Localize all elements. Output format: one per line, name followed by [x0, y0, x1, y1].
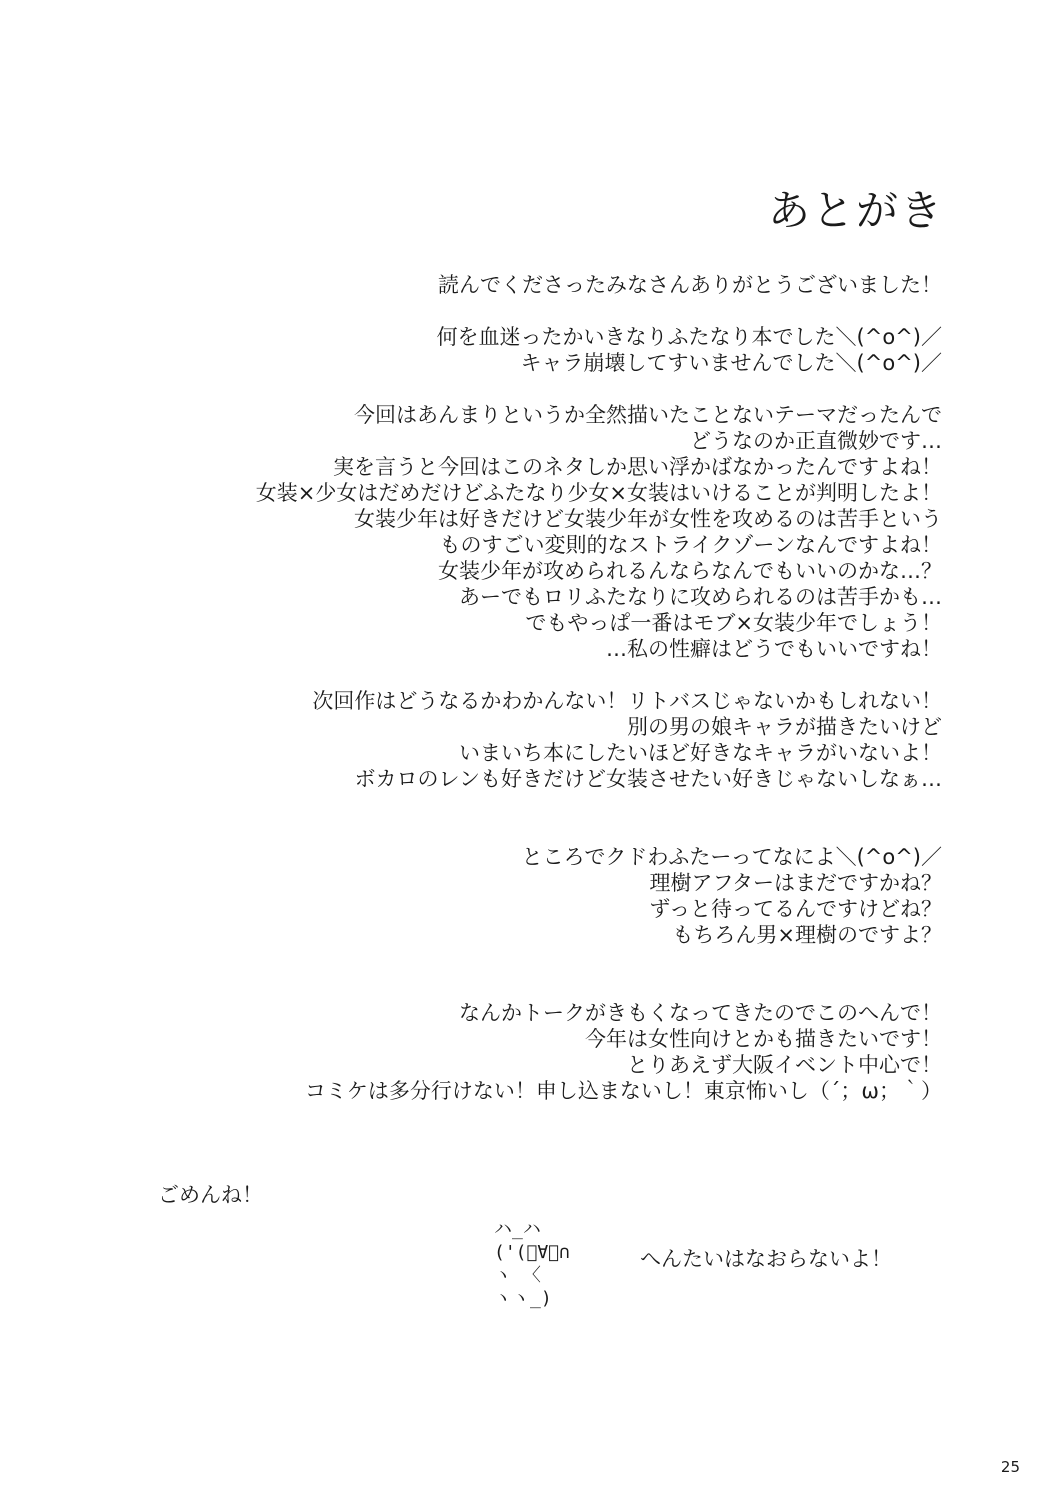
- ascii-art: [494, 1218, 570, 1310]
- text-line: 女装少年が攻められるんならなんでもいいのかな…？: [438, 559, 942, 583]
- text-line: 理樹アフターはまだですかね？: [649, 871, 942, 895]
- text-line: ものすごい変則的なストライクゾーンなんですよね！: [439, 533, 942, 557]
- text-line: とりあえず大阪イベント中心で！: [627, 1053, 942, 1077]
- sorry-text: ごめんね！: [158, 1183, 263, 1207]
- ascii-art-line: ('(ﾟ∀ﾟ∩: [494, 1242, 570, 1263]
- text-line: 読んでくださったみなさんありがとうございました！: [438, 273, 942, 297]
- text-line: でもやっぱ一番はモブ×女装少年でしょう！: [525, 611, 942, 635]
- text-line: 女装×少女はだめだけどふたなり少女×女装はいけることが判明したよ！: [255, 481, 942, 505]
- text-line: キャラ崩壊してすいませんでした＼(^o^)／: [520, 351, 942, 375]
- text-line: コミケは多分行けない！申し込まないし！東京怖いし（´；ω；｀）: [304, 1079, 942, 1103]
- page-title: あとがき: [767, 186, 944, 235]
- paragraph-thanks: [142, 272, 942, 298]
- text-line: どうなのか正直微妙です…: [690, 429, 942, 453]
- text-line: いまいち本にしたいほど好きなキャラがいないよ！: [459, 741, 942, 765]
- ascii-art-line: ヽ 〈: [494, 1265, 541, 1286]
- text-line: ところでクドわふたーってなによ＼(^o^)／: [521, 845, 942, 869]
- text-line: もちろん男×理樹のですよ？: [672, 923, 942, 947]
- text-line: 次回作はどうなるかわかんない！リトバスじゃないかもしれない！: [312, 689, 942, 713]
- text-line: 別の男の娘キャラが描きたいけど: [627, 715, 942, 739]
- paragraph-closing: [142, 1000, 942, 1104]
- text-line: あーでもロリふたなりに攻められるのは苦手かも…: [459, 585, 942, 609]
- ascii-art-caption: へんたいはなおらないよ！: [640, 1247, 892, 1271]
- text-line: 女装少年は好きだけど女装少年が女性を攻めるのは苦手という: [354, 507, 942, 531]
- paragraph-theme: [142, 402, 942, 662]
- text-line: ボカロのレンも好きだけど女装させたい好きじゃないしなぁ…: [354, 767, 942, 791]
- text-line: …私の性癖はどうでもいいですね！: [606, 637, 942, 661]
- page-number: 25: [1000, 1458, 1020, 1476]
- text-line: 実を言うと今回はこのネタしか思い浮かばなかったんですよね！: [333, 455, 942, 479]
- text-line: 今年は女性向けとかも描きたいです！: [585, 1027, 942, 1051]
- text-line: 今回はあんまりというか全然描いたことないテーマだったんで: [354, 403, 942, 427]
- text-line: なんかトークがきもくなってきたのでこのへんで！: [459, 1001, 942, 1025]
- afterword-body: [142, 272, 942, 1104]
- ascii-art-line: ヽヽ_): [494, 1288, 552, 1309]
- text-line: ずっと待ってるんですけどね？: [649, 897, 942, 921]
- paragraph-kud: [142, 844, 942, 948]
- paragraph-futanari: [142, 324, 942, 376]
- text-line: 何を血迷ったかいきなりふたなり本でした＼(^o^)／: [436, 325, 942, 349]
- ascii-art-line: ハ_ハ: [494, 1219, 541, 1240]
- paragraph-next-work: [142, 688, 942, 792]
